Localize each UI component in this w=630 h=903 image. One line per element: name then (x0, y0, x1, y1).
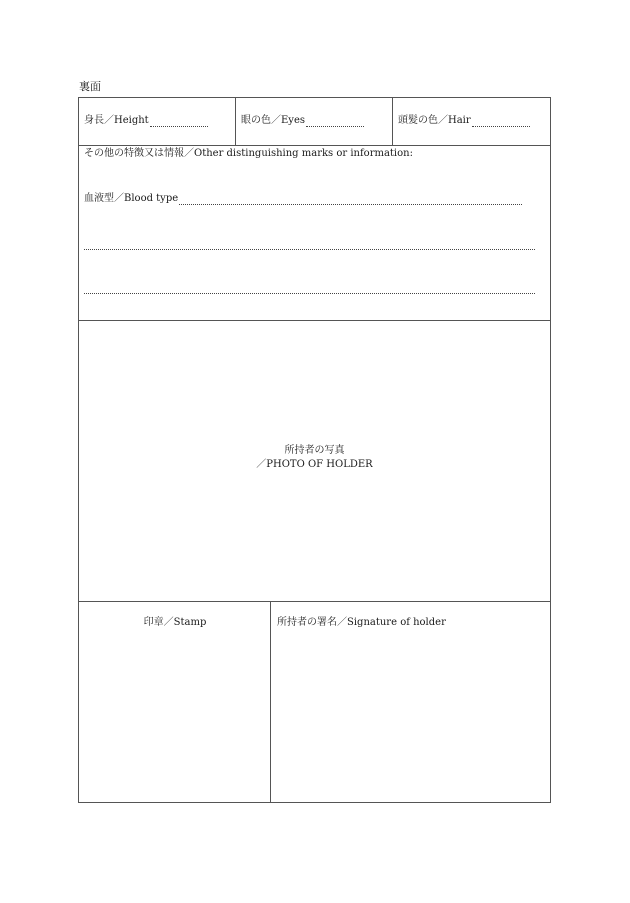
height-cell (79, 98, 236, 145)
hair-label: 頭髪の色／Hair (398, 115, 471, 126)
stamp-area[interactable] (79, 601, 271, 802)
other-info-section (79, 145, 550, 321)
blood-type-label: 血液型／Blood type (84, 193, 179, 204)
stamp-label: 印章／Stamp (143, 617, 207, 628)
stamp-signature-row (79, 601, 550, 802)
hair-field[interactable] (472, 115, 530, 127)
height-field[interactable] (150, 115, 208, 127)
photo-area[interactable] (79, 320, 550, 602)
info-line-2[interactable] (84, 293, 535, 294)
eyes-field[interactable] (306, 115, 364, 127)
eyes-label: 眼の色／Eyes (241, 115, 305, 126)
info-line-1[interactable] (84, 249, 535, 250)
photo-label (79, 444, 550, 472)
photo-label-en: ／PHOTO OF HOLDER (256, 459, 373, 470)
signature-label: 所持者の署名／Signature of holder (277, 617, 446, 628)
blood-type-field[interactable] (179, 193, 522, 205)
photo-label-jp: 所持者の写真 (284, 445, 345, 456)
height-label: 身長／Height (84, 115, 149, 126)
signature-area[interactable] (271, 601, 550, 802)
passport-back-form (78, 97, 551, 803)
hair-cell (393, 98, 550, 145)
page-side-label: 裏面 (79, 80, 101, 93)
eyes-cell (236, 98, 393, 145)
other-info-heading: その他の特徴又は情報／Other distinguishing marks or information: (84, 148, 413, 159)
physical-features-row (79, 98, 550, 146)
